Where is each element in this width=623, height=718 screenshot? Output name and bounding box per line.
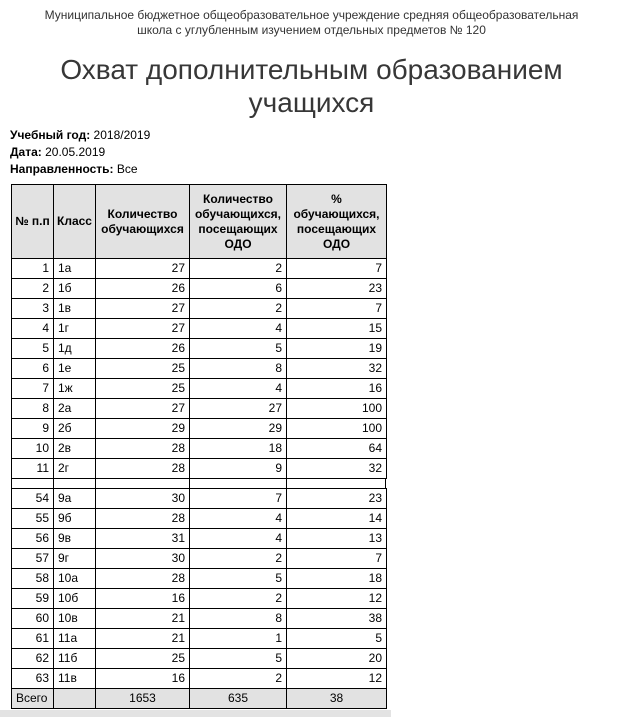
cell-percent: 100 (287, 419, 387, 439)
table-section-2-body (12, 489, 387, 689)
cell-percent: 15 (287, 319, 387, 339)
report-meta (10, 127, 623, 178)
cell-students: 21 (96, 629, 190, 649)
cell-num: 5 (12, 339, 54, 359)
cell-num: 10 (12, 439, 54, 459)
total-percent: 38 (287, 689, 387, 709)
table-row (12, 299, 387, 319)
cell-num: 1 (12, 259, 54, 279)
cell-attending: 1 (190, 629, 287, 649)
cell-attending: 7 (190, 489, 287, 509)
cell-students: 16 (96, 669, 190, 689)
cell-class: 10б (54, 589, 96, 609)
cell-percent: 5 (287, 629, 387, 649)
table-row (12, 649, 387, 669)
total-label: Всего (12, 689, 54, 709)
cell-attending: 9 (190, 459, 287, 479)
cell-class: 1д (54, 339, 96, 359)
cell-num: 55 (12, 509, 54, 529)
cell-percent: 18 (287, 569, 387, 589)
table-row (12, 339, 387, 359)
cell-students: 29 (96, 419, 190, 439)
cell-students: 28 (96, 509, 190, 529)
cell-class: 9г (54, 549, 96, 569)
cell-class: 1в (54, 299, 96, 319)
table-row (12, 589, 387, 609)
cell-percent: 19 (287, 339, 387, 359)
cell-class: 2б (54, 419, 96, 439)
cell-num: 11 (12, 459, 54, 479)
cell-attending: 27 (190, 399, 287, 419)
cell-students: 27 (96, 399, 190, 419)
org-name-line1: Муниципальное бюджетное общеобразовательное учреждение средняя общеобразовательная (44, 8, 579, 22)
cell-attending: 5 (190, 569, 287, 589)
cell-attending: 4 (190, 379, 287, 399)
cell-num: 2 (12, 279, 54, 299)
horizontal-scrollbar[interactable] (0, 710, 391, 717)
cell-num: 63 (12, 669, 54, 689)
total-attending: 635 (190, 689, 287, 709)
gap-vline (286, 479, 287, 488)
gap-vline (385, 479, 386, 488)
cell-students: 25 (96, 359, 190, 379)
cell-class: 2а (54, 399, 96, 419)
table-row (12, 569, 387, 589)
cell-attending: 2 (190, 299, 287, 319)
cell-num: 56 (12, 529, 54, 549)
cell-students: 27 (96, 259, 190, 279)
col-header-num: № п.п (12, 185, 54, 259)
table-row (12, 549, 387, 569)
cell-students: 28 (96, 459, 190, 479)
meta-date (10, 144, 623, 161)
cell-students: 31 (96, 529, 190, 549)
gap-vline (95, 479, 96, 488)
cell-class: 10в (54, 609, 96, 629)
cell-class: 1а (54, 259, 96, 279)
cell-class: 1е (54, 359, 96, 379)
cell-num: 8 (12, 399, 54, 419)
cell-percent: 12 (287, 589, 387, 609)
coverage-table-lower (11, 488, 387, 709)
total-class-empty (54, 689, 96, 709)
col-header-students: Количество обучающихся (96, 185, 190, 259)
cell-num: 7 (12, 379, 54, 399)
meta-school-year-label: Учебный год: (10, 128, 91, 142)
cell-students: 26 (96, 339, 190, 359)
cell-class: 11б (54, 649, 96, 669)
cell-class: 11а (54, 629, 96, 649)
cell-class: 1г (54, 319, 96, 339)
org-name-line2: школа с углубленным изучением отдельных предметов № 120 (137, 23, 486, 37)
meta-direction (10, 161, 623, 178)
cell-percent: 16 (287, 379, 387, 399)
table-row (12, 319, 387, 339)
cell-students: 16 (96, 589, 190, 609)
meta-direction-value: Все (116, 162, 138, 176)
org-name (0, 8, 623, 38)
gap-vline (53, 479, 54, 488)
cell-num: 60 (12, 609, 54, 629)
cell-students: 21 (96, 609, 190, 629)
meta-school-year-value: 2018/2019 (93, 128, 151, 142)
cell-attending: 29 (190, 419, 287, 439)
coverage-table-upper (11, 184, 387, 479)
cell-num: 9 (12, 419, 54, 439)
page-title-line1: Охват дополнительным образованием (60, 54, 563, 85)
table-row (12, 629, 387, 649)
cell-attending: 8 (190, 359, 287, 379)
cell-percent: 23 (287, 279, 387, 299)
cell-num: 58 (12, 569, 54, 589)
table-row (12, 259, 387, 279)
cell-num: 57 (12, 549, 54, 569)
cell-class: 10а (54, 569, 96, 589)
table-row (12, 489, 387, 509)
gap-vline (189, 479, 190, 488)
table-row (12, 669, 387, 689)
cell-num: 62 (12, 649, 54, 669)
cell-class: 1ж (54, 379, 96, 399)
cell-attending: 4 (190, 509, 287, 529)
cell-students: 28 (96, 439, 190, 459)
table-header (12, 185, 387, 259)
cell-students: 26 (96, 279, 190, 299)
meta-school-year (10, 127, 623, 144)
cell-class: 9б (54, 509, 96, 529)
table-row (12, 509, 387, 529)
total-row (12, 689, 387, 709)
table-row (12, 279, 387, 299)
cell-percent: 12 (287, 669, 387, 689)
cell-num: 6 (12, 359, 54, 379)
cell-class: 2в (54, 439, 96, 459)
table-row (12, 419, 387, 439)
meta-date-value: 20.05.2019 (45, 145, 106, 159)
cell-percent: 13 (287, 529, 387, 549)
cell-attending: 2 (190, 589, 287, 609)
cell-percent: 64 (287, 439, 387, 459)
cell-attending: 5 (190, 339, 287, 359)
cell-students: 27 (96, 319, 190, 339)
cell-class: 2г (54, 459, 96, 479)
table-row (12, 459, 387, 479)
cell-class: 11в (54, 669, 96, 689)
cell-students: 27 (96, 299, 190, 319)
table-row (12, 529, 387, 549)
table-row (12, 609, 387, 629)
cell-percent: 20 (287, 649, 387, 669)
cell-percent: 38 (287, 609, 387, 629)
col-header-class: Класс (54, 185, 96, 259)
cell-attending: 4 (190, 319, 287, 339)
cell-num: 3 (12, 299, 54, 319)
cell-attending: 6 (190, 279, 287, 299)
cell-num: 4 (12, 319, 54, 339)
cell-percent: 32 (287, 359, 387, 379)
cell-attending: 5 (190, 649, 287, 669)
col-header-attending: Количество обучающихся, посещающих ОДО (190, 185, 287, 259)
col-header-percent: % обучающихся, посещающих ОДО (287, 185, 387, 259)
table-row (12, 379, 387, 399)
cell-class: 1б (54, 279, 96, 299)
cell-attending: 2 (190, 669, 287, 689)
cell-num: 61 (12, 629, 54, 649)
cell-percent: 23 (287, 489, 387, 509)
cell-percent: 14 (287, 509, 387, 529)
cell-students: 30 (96, 549, 190, 569)
table-footer (12, 689, 387, 709)
cell-students: 25 (96, 379, 190, 399)
table-row (12, 359, 387, 379)
cell-attending: 2 (190, 259, 287, 279)
total-students: 1653 (96, 689, 190, 709)
cell-percent: 100 (287, 399, 387, 419)
cell-percent: 32 (287, 459, 387, 479)
cell-attending: 18 (190, 439, 287, 459)
cell-attending: 2 (190, 549, 287, 569)
meta-date-label: Дата: (10, 145, 42, 159)
cell-percent: 7 (287, 259, 387, 279)
cell-attending: 4 (190, 529, 287, 549)
cell-num: 54 (12, 489, 54, 509)
meta-direction-label: Направленность: (10, 162, 114, 176)
cell-num: 59 (12, 589, 54, 609)
table-header-row (12, 185, 387, 259)
cell-percent: 7 (287, 549, 387, 569)
cell-students: 25 (96, 649, 190, 669)
table-section-1-body (12, 259, 387, 479)
cell-class: 9а (54, 489, 96, 509)
cell-students: 28 (96, 569, 190, 589)
cell-class: 9в (54, 529, 96, 549)
table-row (12, 439, 387, 459)
cell-percent: 7 (287, 299, 387, 319)
page-title-line2: учащихся (248, 87, 375, 118)
cell-attending: 8 (190, 609, 287, 629)
table-section-gap (11, 479, 386, 488)
gap-vline (11, 479, 12, 488)
cell-students: 30 (96, 489, 190, 509)
page-title (0, 53, 623, 119)
table-row (12, 399, 387, 419)
coverage-table (11, 184, 386, 709)
